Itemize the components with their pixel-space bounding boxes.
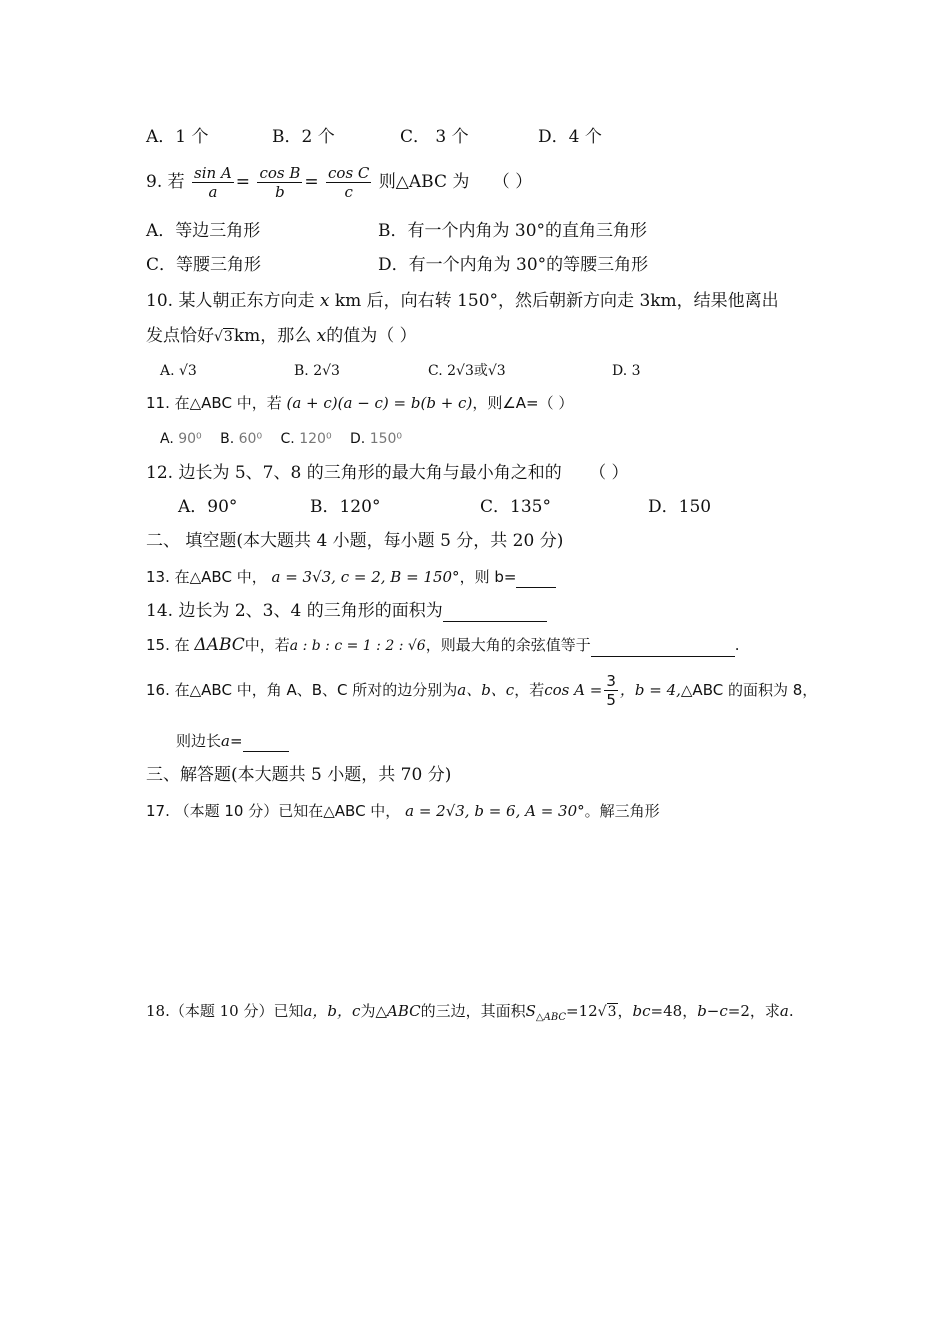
q13-question: 13. 在△ABC 中， a = 3√3, c = 2, B = 150°，则 b= — [146, 566, 556, 588]
q10-sqrt: √3 — [214, 329, 233, 345]
q10-line-1: 10. 某人朝正东方向走 x km 后，向右转 150°，然后朝新方向走 3km，结果他离出 — [146, 291, 779, 311]
q16-question: 16. 在△ABC 中，角 A、B、C 所对的边分别为a、b、c，若cos A = $\frac{3}{5}$ ，b = 4,△ABC 的面积为 8， — [146, 672, 818, 709]
q15-question: 15. 在 ΔABC中，若a : b : c = 1 : 2 : √6，则最大角的余弦值等于 . — [146, 635, 740, 655]
q8-option-c: C． 3 个 — [400, 127, 469, 147]
q10-option-c: C. 2√3或√3 — [428, 363, 506, 379]
q9-option-b: B．有一个内角为 30°的直角三角形 — [378, 221, 648, 241]
q10-line-2: 发点恰好√3km，那么 x的值为（ ） — [146, 326, 417, 346]
q18-sqrt: √3 — [597, 1004, 617, 1020]
q9-answer-paren: （ ） — [492, 172, 533, 192]
q17-question: 17. （本题 10 分）已知在△ABC 中， a = 2√3, b = 6, A = 30°。解三角形 — [146, 802, 660, 820]
q11-options: A. 90⁰ B. 60⁰ C. 120⁰ D. 150⁰ — [160, 431, 403, 447]
q9-fraction-cosb: $\frac{\text{cos B}}{b}$ — [259, 164, 301, 201]
q8-option-d: D．4 个 — [538, 127, 602, 147]
q12-option-a: A．90° — [178, 497, 238, 517]
q9-fraction-cosc: $\frac{\text{cos C}}{c}$ — [328, 164, 370, 201]
q16-line-2: 则边长a= — [176, 730, 289, 752]
q14-question: 14. 边长为 2、3、4 的三角形的面积为 — [146, 600, 547, 622]
q14-answer-blank[interactable] — [443, 603, 547, 622]
q16-fraction: $\frac{3}{5}$ — [606, 672, 616, 709]
q9-option-c: C．等腰三角形 — [146, 255, 262, 275]
q12-option-c: C．135° — [480, 497, 551, 517]
q9-option-d: D．有一个内角为 30°的等腰三角形 — [378, 255, 649, 275]
q8-option-a: A．1 个 — [146, 127, 209, 147]
q9-question: 9. 若 $\frac{\text{sin A}}{a}$ = $\frac{\text{cos B}}{b}$ = $\frac{\text{cos C}}{c}$ 则△ABC 为 （ ） — [146, 164, 533, 201]
q11-expression: (a + c)(a − c) = b(b + c) — [286, 394, 473, 412]
q18-question: 18.（本题 10 分）已知a，b，c为△ABC的三边，其面积$S_{\triangle ABC}=12√3$，bc=48，b−c=2，求a. — [146, 1002, 794, 1023]
q16-answer-blank[interactable] — [243, 733, 289, 752]
q10-option-a: A. √3 — [160, 363, 197, 379]
q12-option-b: B．120° — [310, 497, 381, 517]
q8-option-b: B．2 个 — [272, 127, 335, 147]
q15-answer-blank[interactable] — [591, 638, 735, 657]
section-2-heading: 二、 填空题(本大题共 4 小题，每小题 5 分，共 20 分) — [146, 531, 564, 551]
q12-option-d: D．150 — [648, 497, 712, 517]
q11-question: 11. 在△ABC 中，若 (a + c)(a − c) = b(b + c)，则∠A=（ ） — [146, 394, 574, 412]
q13-answer-blank[interactable] — [516, 569, 556, 588]
q9-suffix: 则△ABC 为 — [378, 172, 470, 192]
q9-prefix: 9. 若 — [146, 172, 185, 192]
q9-option-a: A．等边三角形 — [146, 221, 261, 241]
q12-question: 12. 边长为 5、7、8 的三角形的最大角与最小角之和的 （ ） — [146, 463, 629, 483]
q9-fraction-sin: $\frac{\text{sin A}}{a}$ — [194, 164, 232, 201]
q10-option-b: B. 2√3 — [294, 363, 340, 379]
section-3-heading: 三、解答题(本大题共 5 小题，共 70 分) — [146, 765, 452, 785]
q10-option-d: D. 3 — [612, 363, 641, 379]
